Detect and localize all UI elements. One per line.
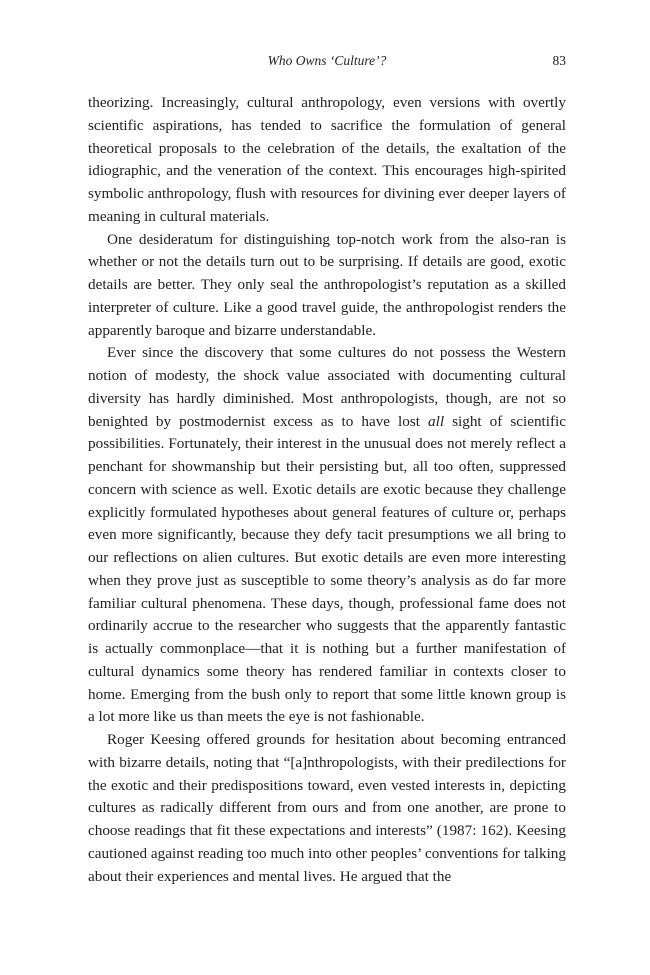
emphasis-all: all: [428, 412, 445, 430]
paragraph-modesty: [88, 342, 566, 729]
paragraph-modesty-end: sight of scientific possibilities. Fortunately, their interest in the unusual does not merely reflect a penchant for showmanship but their persisting but, all too often, suppressed concern with science as well. Exotic details are exotic because they challenge explicitly formulated hypotheses about general features of culture or, perhaps even more significantly, because they defy tacit presumptions we all bring to our reflections on alien cultures. But exotic details are even more interesting when they prove just as susceptible to some theory’s analysis as do far more familiar cultural phenomena. These days, though, professional fame does not ordinarily accrue to the researcher who suggests that the apparently fantastic is actually commonplace—that it is nothing but a further manifestation of cultural dynamics some theory has rendered familiar in contexts closer to home. Emerging from the bush only to report that some little known group is a lot more like us than meets the eye is not fashionable.: [88, 412, 566, 726]
paragraph-continued: theorizing. Increasingly, cultural anthropology, even versions with overtly scientific aspirations, has tended to sacrifice the formulation of general theoretical proposals to the celebration of the details, the exaltation of the idiographic, and the veneration of the context. This encourages high-spirited symbolic anthropology, flush with resources for divining ever deeper layers of meaning in cultural materials.: [88, 94, 566, 225]
paragraph-modesty-start: Ever since the discovery that some cultures do not possess the Western notion of modesty, the shock value associated with documenting cultural diversity has hardly diminished. Most anthropologists, though, are not so benighted by postmodernist excess as to have lost: [88, 344, 566, 430]
paragraph-desideratum: One desideratum for distinguishing top-notch work from the also-ran is whether or not the details turn out to be surprising. If details are good, exotic details are better. They only seal the anthropologist’s reputation as a skilled interpreter of culture. Like a good travel guide, the anthropologist renders the apparently baroque and bizarre understandable.: [88, 230, 566, 339]
running-head: [88, 51, 566, 71]
running-title: Who Owns ‘Culture’?: [267, 53, 387, 68]
body-text: [88, 92, 566, 888]
paragraph-keesing: Roger Keesing offered grounds for hesitation about becoming entranced with bizarre details, noting that “[a]nthropologists, with their predilections for the exotic and their predispositions toward, even vested interests in, depicting cultures as radically different from ours and from one another, are prone to choose readings that fit these expectations and interests” (1987: 162). Keesing cautioned against reading too much into other peoples’ conventions for talking about their experiences and mental lives. He argued that the: [88, 731, 566, 885]
page-number: 83: [552, 53, 566, 68]
